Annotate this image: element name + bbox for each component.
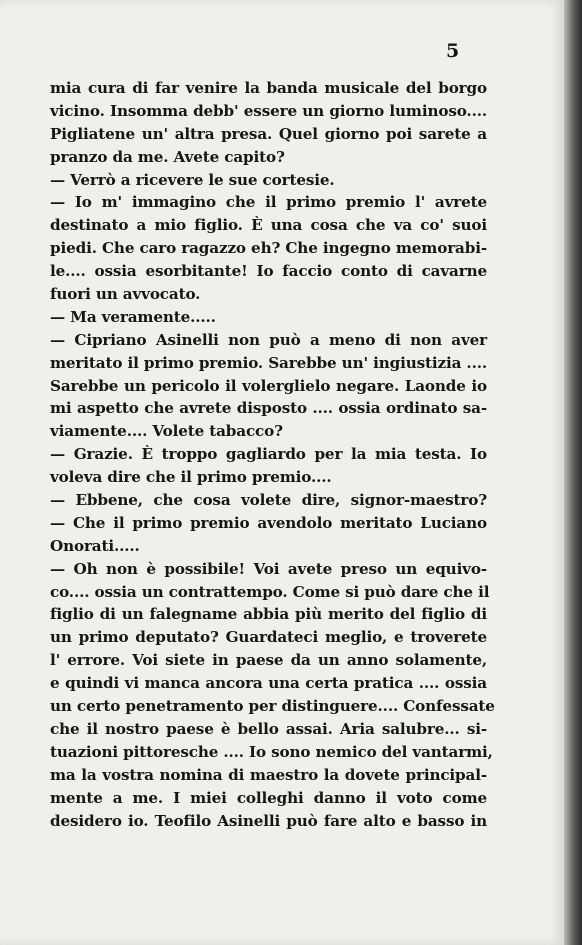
- text-line: — Grazie. È troppo gagliardo per la mia testa. Io: [50, 445, 487, 464]
- book-spine-shadow: [564, 0, 582, 945]
- text-line: co.... ossia un contrattempo. Come si può dare che il: [50, 582, 490, 601]
- text-line: tuazioni pittoresche .... Io sono nemico del vantarmi,: [50, 742, 493, 761]
- text-line: meritato il primo premio. Sarebbe un' ingiustizia ....: [50, 353, 487, 372]
- text-line: e quindi vi manca ancora una certa pratica .... ossia: [50, 674, 487, 693]
- text-line: ma la vostra nomina di maestro la dovete principal-: [50, 765, 487, 784]
- text-line: l' errore. Voi siete in paese da un anno solamente,: [50, 651, 487, 670]
- page-number: 5: [446, 40, 460, 62]
- text-line: — Oh non è possibile! Voi avete preso un equivo-: [50, 559, 487, 578]
- text-line: piedi. Che caro ragazzo eh? Che ingegno memorabi-: [50, 239, 487, 258]
- text-line: fuori un avvocato.: [50, 285, 201, 304]
- text-line: desidero io. Teofilo Asinelli può fare alto e basso in: [50, 811, 487, 830]
- text-line: — Ebbene, che cosa volete dire, signor-maestro?: [50, 491, 487, 510]
- text-line: Onorati.....: [50, 536, 140, 555]
- text-line: che il nostro paese è bello assai. Aria salubre... si-: [50, 719, 487, 738]
- text-line: figlio di un falegname abbia più merito del figlio di: [50, 605, 487, 624]
- text-line: vicino. Insomma debb' essere un giorno luminoso....: [50, 101, 487, 120]
- text-line: — Cipriano Asinelli non può a meno di non aver: [50, 330, 487, 349]
- text-line: — Ma veramente.....: [50, 307, 216, 326]
- text-line: pranzo da me. Avete capito?: [50, 147, 285, 166]
- text-line: — Verrò a ricevere le sue cortesie.: [50, 170, 335, 189]
- text-line: Sarebbe un pericolo il volerglielo negare. Laonde io: [50, 376, 487, 395]
- text-line: mi aspetto che avrete disposto .... ossia ordinato sa-: [50, 399, 487, 418]
- text-line: Pigliatene un' altra presa. Quel giorno poi sarete a: [50, 124, 487, 143]
- text-line: viamente.... Volete tabacco?: [50, 422, 283, 441]
- text-line: mente a me. I miei colleghi danno il voto come: [50, 788, 487, 807]
- text-line: mia cura di far venire la banda musicale del borgo: [50, 79, 487, 97]
- text-line: un primo deputato? Guardateci meglio, e troverete: [50, 628, 487, 647]
- text-line: le.... ossia esorbitante! Io faccio conto di cavarne: [50, 262, 487, 281]
- text-line: — Che il primo premio avendolo meritato Luciano: [50, 513, 487, 532]
- text-line: un certo penetramento per distinguere.... Confessate: [50, 697, 495, 716]
- text-line: — Io m' immagino che il primo premio l' avrete: [50, 193, 487, 212]
- page-text: [50, 77, 495, 832]
- text-line: voleva dire che il primo premio....: [50, 468, 332, 487]
- text-line: destinato a mio figlio. È una cosa che va co' suoi: [50, 216, 487, 235]
